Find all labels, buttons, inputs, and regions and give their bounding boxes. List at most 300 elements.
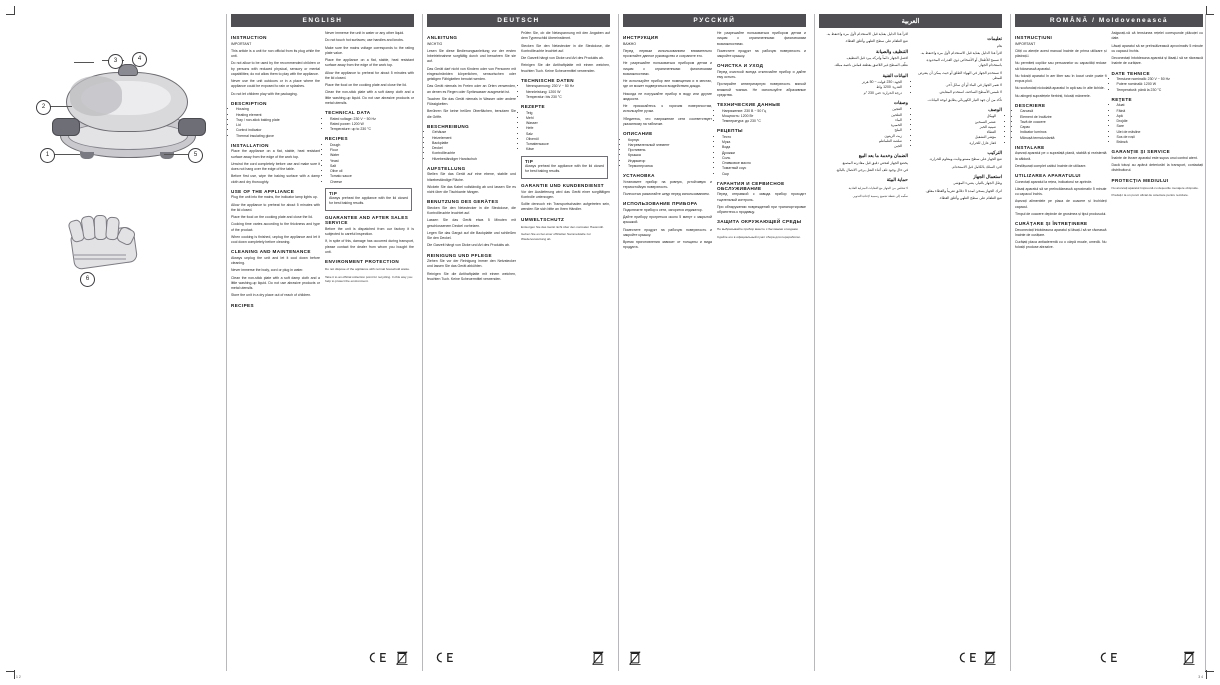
page-code-right: 3 4 (1198, 675, 1203, 679)
section-heading: REINIGUNG UND PFLEGE (427, 252, 492, 258)
body-text: Așezați alimentele pe placa de coacere și închideți capacul. (1015, 199, 1107, 209)
list-item: • Salt (330, 164, 414, 169)
list-item: • درجة الحرارة: حتى 230 °م (819, 91, 902, 96)
body-text: Clean the non-stick plate with a soft damp cloth and a little washing-up liquid. Do not use abrasive products or metal utensils. (325, 90, 414, 105)
list-item: • Противень (628, 148, 712, 153)
leader-line (54, 154, 80, 155)
language-heading-english: ENGLISH (231, 14, 414, 27)
column-russian (618, 14, 808, 671)
body-text: Entsorgen Sie das Gerät nicht über den normalen Hausmüll. (521, 224, 604, 229)
section-heading: RECIPES (231, 302, 254, 308)
parts-list (427, 130, 516, 162)
callout-1: 1 (40, 148, 55, 163)
section-heading: ИСПОЛЬЗОВАНИЕ ПРИБОРА (623, 201, 698, 207)
body-text: Nu folosiți aparatul în aer liber sau în locuri unde poate fi expus ploii. (1015, 73, 1107, 83)
body-text: Nu atingeți suprafețele fierbinți, folosiți mânerele. (1015, 93, 1091, 98)
list-item: • Backplatte (432, 141, 516, 146)
list-item: • العجين (819, 107, 902, 112)
crop-mark (1206, 6, 1207, 15)
list-item: • Temperatură: până la 230 °C (1117, 88, 1204, 93)
section-heading: CLEANING AND MAINTENANCE (231, 249, 311, 255)
body-text: Никогда не погружайте прибор в воду или другие жидкости. (623, 91, 712, 101)
body-text: افصل الجهاز دائماً واتركه يبرد قبل التنظيف. (845, 56, 908, 60)
list-item: • الخميرة (819, 123, 902, 128)
arabic-subcolumn-right (913, 32, 1002, 203)
thermal-glove-illustration (62, 212, 148, 268)
list-item: • Томатный соус (722, 166, 806, 171)
section-heading: ANLEITUNG (427, 35, 458, 40)
list-item: • Mănușă termoizolantă (1020, 136, 1107, 141)
body-text: Stecken Sie den Netzstecker in die Steckdose, die Kontrollleuchte leuchtet auf. (521, 43, 610, 53)
list-item: • Temperature: up to 230 °C (330, 127, 414, 132)
section-heading: الضمان وخدمة ما بعد البيع (858, 153, 908, 159)
list-item: • Indicator luminos (1020, 130, 1107, 135)
section-heading: DATE TEHNICE (1111, 70, 1150, 76)
section-heading: ГАРАНТИЯ И СЕРВИСНОЕ ОБСЛУЖИВАНИЕ (717, 180, 785, 191)
body-text: Store the unit in a dry place out of reach of children. (231, 293, 312, 298)
language-heading-deutsch: DEUTSCH (427, 14, 610, 27)
tip-box (325, 188, 412, 212)
recipe-list (819, 107, 908, 149)
technical-list (819, 80, 908, 96)
body-text: Stellen Sie das Gerät auf eine ebene, stabile und hitzebeständige Fläche. (427, 172, 516, 182)
section-heading: وصفات (893, 99, 908, 105)
section-heading: تعليمات (987, 36, 1002, 41)
foot-left (80, 152, 94, 159)
list-item: • عنصر التسخين (913, 120, 996, 125)
body-text: Сдайте его в официальный пункт сбора для переработки. (717, 234, 801, 239)
body-text: Curățați placa antiaderentă cu o cârpă moale, umedă. Nu folosiți produse abrazive. (1015, 240, 1107, 250)
body-text: اقرأ هذا الدليل بعناية قبل الاستخدام لأول مرة واحتفظ به. (920, 50, 1002, 55)
list-item: • Käse (526, 147, 610, 152)
list-item: • Tensiune nominală: 230 V ~ 50 Hz (1117, 77, 1204, 82)
section-heading: UMWELTSCHUTZ (521, 216, 565, 222)
body-text: Полностью размотайте шнур перед использованием. (623, 192, 710, 196)
body-text: Before the unit is dispatched from our factory it is subjected to careful inspection. (325, 226, 414, 236)
weee-bin-icon (396, 650, 408, 665)
arabic-subcolumn-left (819, 32, 908, 203)
list-item: • Cheese (330, 180, 414, 185)
body-text: Conectați aparatul la rețea, indicatorul se aprinde. (1015, 179, 1093, 184)
body-text: Allow the appliance to preheat for about 5 minutes with the lid closed. (231, 202, 320, 212)
list-item: • Напряжение: 230 В ~ 50 Гц (722, 109, 806, 114)
body-text: ضع الجهاز على سطح مستو وثابت ومقاوم للحرارة. (929, 157, 1002, 162)
section-heading: TECHNISCHE DATEN (521, 77, 575, 83)
list-item: • Sos de roșii (1117, 135, 1204, 140)
body-text: يخضع الجهاز لفحص دقيق قبل مغادرته المصنع. (841, 160, 908, 165)
body-text: Allow the appliance to preheat for about 5 minutes with the lid closed. (325, 70, 414, 80)
list-item: • Kontrollleuchte (432, 151, 516, 156)
section-heading: AUFSTELLUNG (427, 165, 466, 171)
section-heading: USE OF THE APPLIANCE (231, 188, 295, 194)
body-text: Lăsați aparatul să se preîncălzească aproximativ 5 minute cu capacul închis. (1111, 43, 1203, 53)
list-item: • Lid (236, 123, 320, 128)
body-text: IMPORTANT (1015, 41, 1036, 46)
parts-list (231, 107, 320, 139)
body-text: Vor der Auslieferung wird das Gerät einer sorgfältigen Kontrolle unterzogen. (521, 189, 610, 199)
body-text: This article is a unit for non official from its plug while the unit. (231, 48, 320, 58)
section-heading: ENVIRONMENT PROTECTION (325, 259, 400, 264)
section-heading: REȚETE (1111, 96, 1133, 102)
language-heading-arabic: العربية (819, 14, 1002, 28)
body-text: لا تسمح للأطفال أو الأشخاص ذوي القدرات المحدودة باستخدام الجهاز. (926, 58, 1002, 68)
list-item: • Tomatensauce (526, 142, 610, 147)
body-text: Timpul de coacere depinde de grosimea și tipul produsului. (1015, 211, 1107, 216)
list-item: • Control indicator (236, 128, 320, 133)
list-item: • Putere nominală: 1200 W (1117, 82, 1204, 87)
body-text: Reinigen Sie die Antihaftplatte mit einem weichen, feuchten Tuch. Keine Scheuermittel verwenden. (521, 63, 610, 73)
list-item: • Drojdie (1117, 119, 1204, 124)
technical-list (1112, 77, 1204, 93)
ce-mark-icon (366, 652, 388, 663)
section-heading: GARANȚIE ȘI SERVICE (1111, 149, 1171, 155)
list-item: • Element de încălzire (1020, 115, 1107, 120)
column-deutsch (422, 14, 612, 671)
body-text: При обнаружении повреждений при транспортировке обратитесь к продавцу. (717, 204, 806, 214)
parts-list (913, 114, 1002, 146)
recipe-list (325, 143, 414, 185)
list-item: • Tavă de coacere (1020, 120, 1107, 125)
body-text: Убедитесь, что напряжение сети соответствует указанному на табличке. (623, 116, 712, 126)
section-heading: INSTALLATION (231, 142, 269, 148)
tip-title: TIP (329, 190, 338, 196)
body-text: Citiți cu atenție acest manual înainte de prima utilizare și păstrați-l. (1015, 48, 1107, 58)
body-text: نظّف السطح غير اللاصق بقطعة قماش ناعمة مبللة. (834, 63, 908, 68)
list-item: • Hitzebeständiger Handschuh (432, 157, 516, 162)
body-text: Never use the unit outdoors or in a place where the appliance could be exposed to rain or splashes. (231, 79, 320, 89)
list-item: • Крышка (628, 153, 712, 158)
body-text: Berühren Sie keine heißen Oberflächen, benutzen Sie die Griffe. (427, 109, 516, 119)
section-heading: الوصف (988, 106, 1002, 112)
body-text: Place the food on the cooking plate and close the lid. (325, 83, 407, 87)
body-text: Desfășurați complet cablul înainte de utilizare. (1015, 163, 1087, 168)
body-text: Place the appliance on a flat, stable, heat resistant surface away from the edge of the work top. (325, 58, 414, 68)
body-text: Sollte dennoch ein Transportschaden aufgetreten sein, wenden Sie sich bitte an Ihren Händler. (521, 202, 610, 212)
list-item: • Дрожжи (722, 151, 806, 156)
section-heading: CURĂȚARE ȘI ÎNTREȚINERE (1015, 221, 1088, 226)
section-heading: ОПИСАНИЕ (623, 131, 653, 136)
section-heading: DESCRIERE (1015, 102, 1046, 108)
list-item: • Teig (526, 111, 610, 116)
body-text: Do not dispose of the appliance with normal household waste. (325, 267, 410, 272)
section-heading: UTILIZAREA APARATULUI (1015, 173, 1081, 178)
body-text: Never immerse the body, cord or plug in water. (231, 268, 304, 273)
crop-mark (1206, 670, 1207, 679)
list-item: • Făină (1117, 109, 1204, 114)
list-item: • Apă (1117, 114, 1204, 119)
body-text: Prüfen Sie, ob die Netzspannung mit den Angaben auf dem Typenschild übereinstimmt. (521, 31, 610, 41)
list-item: • Мощность: 1200 Вт (722, 114, 806, 119)
body-text: Время приготовления зависит от толщины и вида продукта. (623, 240, 712, 250)
handle-right (178, 118, 206, 136)
list-item: • Термоперчатка (628, 164, 712, 169)
list-item: • Heizelement (432, 136, 516, 141)
body-text: Plug the unit into the mains, the indicator lamp lights up. (231, 195, 318, 200)
body-text: Протирайте антипригарную поверхность мягкой влажной тканью. Не используйте абразивные средства. (717, 82, 806, 97)
list-item: • Оливковое масло (722, 161, 806, 166)
list-item: • Yeast (330, 159, 414, 164)
body-text: IMPORTANT (231, 41, 252, 46)
russian-subcolumn-left (623, 31, 712, 253)
body-text: افرد السلك بالكامل قبل الاستخدام. (951, 164, 1002, 169)
body-text: لا تلمس الأسطح الساخنة، استخدم المقابض. (938, 90, 1002, 95)
body-text: Das Gerät darf nicht von Kindern oder von Personen mit eingeschränkten körperlichen, sensorischen oder geistigen Fähigkeiten benutzt werden. (427, 66, 516, 81)
section-heading: ОЧИСТКА И УХОД (717, 63, 764, 69)
recipe-list (1112, 103, 1204, 145)
lid-shading (70, 76, 122, 116)
section-heading: REZEPTE (521, 104, 545, 109)
list-item: • Nennspannung: 230 V ~ 50 Hz (526, 84, 610, 89)
recipe-list (717, 135, 806, 177)
section-heading: INSTALARE (1015, 144, 1045, 150)
body-text: تأكد من أن جهد التيار الكهربائي يطابق لوحة البيانات. (927, 97, 1002, 102)
list-item: • مؤشر التشغيل (913, 135, 996, 140)
list-item: • Deckel (432, 146, 516, 151)
section-heading: INSTRUCȚIUNI (1015, 35, 1053, 40)
section-heading: حماية البيئة (886, 177, 908, 183)
body-text: Unwind the cord completely before use and make sure it does not hang over the edge of the table. (231, 161, 320, 171)
body-text: Не разрешайте пользоваться прибором детям и лицам с ограниченными физическими возможностями. (623, 61, 712, 76)
body-text: Перед первым использованием внимательно прочитайте данное руководство и сохраните его. (623, 48, 712, 58)
section-heading: ИНСТРУКЦИЯ (623, 35, 659, 40)
body-text: Înainte de livrare aparatul este supus unui control atent. (1111, 155, 1198, 160)
body-text: Clean the non-stick plate with a soft damp cloth and a little washing-up liquid. Do not use abrasive products or metal utensils. (231, 275, 320, 290)
technical-list (325, 117, 414, 133)
body-text: Nu scufundați niciodată aparatul în apă sau în alte lichide. (1015, 86, 1105, 91)
body-text: Do not touch hot surfaces; use handles and knobs. (325, 38, 404, 43)
list-item: • الماء (819, 118, 902, 123)
list-item: • Wasser (526, 121, 610, 126)
body-text: اترك الجهاز يسخن لمدة 5 دقائق تقريباً والغطاء مغلق. (925, 188, 1002, 193)
page-code-left: 1 2 (16, 675, 21, 679)
body-text: Do not let children play with the packaging. (231, 91, 298, 96)
body-text: Never immerse the unit in water or any other liquid. (325, 31, 405, 35)
list-item: • Тесто (722, 135, 806, 140)
list-item: • Tomato sauce (330, 174, 414, 179)
english-subcolumn-left (231, 31, 320, 310)
callout-2: 2 (36, 100, 51, 115)
list-item: • Water (330, 153, 414, 158)
body-text: ВАЖНО (623, 41, 637, 46)
body-text: Поместите продукт на рабочую поверхность и закройте крышку. (623, 227, 712, 237)
ce-mark-icon (433, 652, 455, 663)
body-text: Lăsați aparatul să se preîncălzească aproximativ 5 minute cu capacul închis. (1015, 186, 1107, 196)
list-item: • Sare (1117, 124, 1204, 129)
section-heading: التنظيف والصيانة (875, 48, 908, 54)
body-text: Always unplug the unit and let it cool down before cleaning. (231, 255, 320, 265)
section-heading: RECIPES (325, 136, 348, 142)
crop-mark (14, 670, 15, 679)
russian-subcolumn-right (717, 31, 806, 253)
list-item: • صلصة الطماطم (819, 139, 902, 144)
section-heading: BENUTZUNG DES GERÄTES (427, 199, 499, 205)
section-heading: استعمال الجهاز (973, 173, 1002, 179)
body-text: Asigurați-vă că tensiunea rețelei corespunde plăcuței cu date. (1111, 31, 1203, 41)
body-text: لا تغمر الجهاز في الماء أو أي سائل آخر. (945, 83, 1002, 87)
list-item: • Olivenöl (526, 137, 610, 142)
body-text: If, in spite of this, damage has occurred during transport, please contact the dealer from whom you bought the unit. (325, 239, 414, 254)
section-heading: BESCHREIBUNG (427, 123, 470, 129)
body-text: Nu aruncați aparatul împreună cu deșeurile menajere obișnuite. (1111, 185, 1199, 190)
body-text: Stecken Sie den Netzstecker in die Steckdose, die Kontrollleuchte leuchtet auf. (427, 205, 516, 215)
list-item: • Aluat (1117, 103, 1204, 108)
section-heading: УСТАНОВКА (623, 173, 655, 178)
list-item: • صينية الخبز (913, 125, 996, 130)
section-heading: GARANTIE UND KUNDENDIENST (521, 183, 604, 188)
body-text: Не используйте прибор вне помещения и в местах, где он может подвергаться воздействию дождя. (623, 79, 712, 89)
list-item: • Температура: до 230 °C (722, 119, 806, 124)
list-item: • الملح (819, 128, 902, 133)
body-text: Подключите прибор к сети, загорится индикатор. (623, 207, 703, 212)
recipe-list (521, 111, 610, 153)
body-text: Не выбрасывайте прибор вместе с бытовыми отходами. (717, 227, 799, 232)
body-text: When cooking is finished, unplug the appliance and let it cool down completely before cleaning. (231, 234, 320, 244)
list-item: • الجهد: 230 فولت ~ 50 هرتز (819, 80, 902, 85)
body-text: Установите прибор на ровную, устойчивую и термостойкую поверхность. (623, 179, 712, 189)
language-heading-romanian: ROMÂNĂ / Moldovenească (1015, 14, 1203, 27)
list-item: • زيت الزيتون (819, 134, 902, 139)
list-item: • Salz (526, 132, 610, 137)
list-item: • Flour (330, 148, 414, 153)
list-item: • الغطاء (913, 130, 996, 135)
parts-list (623, 138, 712, 170)
body-text: لا تتخلص من الجهاز مع النفايات المنزلية العادية. (847, 186, 908, 191)
illustration-column (14, 14, 222, 679)
deutsch-subcolumn-right (521, 31, 610, 284)
body-text: Не прикасайтесь к горячим поверхностям, используйте ручки. (623, 104, 712, 114)
body-text: Deconectați întotdeauna aparatul și lăsați-l să se răcească înainte de curățare. (1015, 227, 1107, 237)
section-heading: البيانات الفنية (882, 72, 908, 78)
section-heading: ЗАЩИТА ОКРУЖАЮЩЕЙ СРЕДЫ (717, 219, 802, 225)
list-item: • Нагревательный элемент (628, 143, 712, 148)
tip-title: TIP (525, 158, 534, 164)
list-item: • Сыр (722, 172, 806, 177)
body-text: Tauchen Sie das Gerät niemals in Wasser oder andere Flüssigkeiten. (427, 96, 516, 106)
body-text: Lesen Sie diese Bedienungsanleitung vor der ersten Inbetriebnahme sorgfältig durch und bewahren Sie sie auf. (427, 48, 516, 64)
list-item: • Nennleistung: 1200 W (526, 90, 610, 95)
list-item: • Housing (236, 107, 320, 112)
leader-line (74, 62, 94, 63)
section-heading: TECHNICAL DATA (325, 110, 371, 115)
body-text: Поместите продукт на рабочую поверхность и закройте крышку. (717, 48, 806, 58)
body-text: Make sure the mains voltage corresponds to the rating plate value. (325, 45, 414, 55)
list-item: • Mehl (526, 116, 610, 121)
body-text: Перед отправкой с завода прибор проходит тщательный контроль. (717, 192, 806, 202)
list-item: • Rated voltage: 230 V ~ 50 Hz (330, 117, 414, 122)
list-item: • الطحين (819, 113, 902, 118)
list-item: • Соль (722, 156, 806, 161)
body-text: وصّل الجهاز بالتيار، يضيء المؤشر. (952, 181, 1002, 186)
weee-bin-icon (1183, 650, 1195, 665)
body-text: Place the food on the cooking plate and close the lid. (231, 215, 313, 219)
body-text: Place the appliance on a flat, stable, heat resistant surface away from the edge of the work top. (231, 149, 320, 159)
ce-mark-icon (956, 652, 978, 663)
column-romanian (1010, 14, 1206, 679)
body-text: في حال وجود تلف أثناء النقل يرجى الاتصال بالبائع. (836, 168, 908, 172)
romanian-subcolumn-right (1112, 31, 1204, 253)
list-item: • Temperatur: bis 230 °C (526, 95, 610, 100)
section-heading: التركيب (987, 149, 1002, 155)
body-text: اقرأ هذا الدليل بعناية قبل الاستخدام لأول مرة واحتفظ به. (826, 32, 908, 36)
leader-line (164, 154, 188, 155)
body-text: هام (996, 43, 1002, 48)
body-text: Before first use, wipe the baking surface with a damp cloth and dry thoroughly. (231, 174, 320, 184)
body-text: Legen Sie das Gargut auf die Backplatte und schließen Sie den Deckel. (427, 230, 516, 240)
pizza-maker-diagram (58, 66, 198, 174)
column-english (226, 14, 416, 671)
ce-mark-icon (1097, 652, 1119, 663)
language-columns (226, 14, 1206, 679)
parts-list (1015, 109, 1107, 141)
body-text: Geben Sie es bei einer offiziellen Sammelstelle zur Wiederverwertung ab. (521, 232, 591, 241)
body-text: Das Gerät niemals im Freien oder an Orten verwenden, an denen es Regen oder Spritzwasser ausgesetzt ist. (427, 84, 516, 94)
list-item: • الهيكل (913, 114, 996, 119)
body-text: Перед очисткой всегда отключайте прибор и дайте ему остыть. (717, 69, 806, 79)
body-text: Lassen Sie das Gerät etwa 5 Minuten mit geschlossenem Deckel vorheizen. (427, 218, 516, 228)
body-text: Predați-l la un punct oficial de colectare pentru reciclare. (1111, 193, 1189, 198)
body-text: Reinigen Sie die Antihaftplatte mit einem weichen, feuchten Tuch. Keine Scheuermittel verwenden. (427, 271, 516, 281)
english-subcolumn-right (325, 31, 414, 310)
list-item: • Rated power: 1200 W (330, 122, 414, 127)
list-item: • Brânză (1117, 140, 1204, 145)
list-item: • Olive oil (330, 169, 414, 174)
tip-text: Always preheat the appliance with the lid closed for best baking results. (329, 195, 408, 205)
list-item: • Tray / non-stick baking plate (236, 118, 320, 123)
list-item: • Индикатор (628, 159, 712, 164)
weee-bin-icon (984, 650, 996, 665)
handle-left (52, 118, 80, 136)
body-text: Do not allow to be used by the recommended children or by persons with reduced physical, sensory or mental capabilities; do not allow them to play with the appliance. (231, 61, 320, 76)
body-text: Дайте прибору прогреться около 5 минут с закрытой крышкой. (623, 215, 712, 225)
list-item: • Корпус (628, 138, 712, 143)
list-item: • الجبن (819, 144, 902, 149)
list-item: • Heating element (236, 113, 320, 118)
list-item: • Dough (330, 143, 414, 148)
list-item: • Ulei de măsline (1117, 130, 1204, 135)
body-text: WICHTIG (427, 41, 443, 46)
tip-text: Always preheat the appliance with the lid closed for best baking results. (525, 163, 604, 173)
list-item: • Gehäuse (432, 130, 516, 135)
deutsch-subcolumn-left (427, 31, 516, 284)
body-text: Ziehen Sie vor der Reinigung immer den Netzstecker und lassen Sie das Gerät abkühlen. (427, 259, 516, 269)
body-text: Take it to an official collection point for recycling. In this way you help to protect the environment. (325, 274, 413, 284)
list-item: • Вода (722, 145, 806, 150)
weee-bin-icon (592, 650, 604, 665)
body-text: Nu permiteți copiilor sau persoanelor cu capacități reduse să folosească aparatul. (1015, 61, 1107, 71)
body-text: Deconectați întotdeauna aparatul și lăsați-l să se răcească înainte de curățare. (1111, 56, 1203, 66)
weee-bin-icon (629, 650, 641, 665)
list-item: • Capac (1020, 125, 1107, 130)
body-text: Așezați aparatul pe o suprafață plană, stabilă și rezistentă la căldură. (1015, 151, 1107, 161)
list-item: • Carcasă (1020, 109, 1107, 114)
body-text: Die Garzeit hängt von Dicke und Art des Produkts ab. (521, 56, 604, 60)
callout-5: 5 (188, 148, 203, 163)
column-arabic (814, 14, 1004, 671)
section-heading: GUARANTEE AND AFTER SALES SERVICE (325, 215, 409, 226)
body-text: ضع الطعام على سطح الطهي وأغلق الغطاء. (938, 195, 1002, 200)
body-text: Die Garzeit hängt von Dicke und Art des Produkts ab. (427, 243, 510, 248)
section-heading: ТЕХНИЧЕСКИЕ ДАННЫЕ (717, 102, 781, 107)
callout-6: 6 (80, 272, 95, 287)
section-heading: РЕЦЕПТЫ (717, 128, 743, 134)
section-heading: INSTRUCTION (231, 35, 267, 40)
list-item: • قفاز عازل للحرارة (913, 141, 996, 146)
tip-box (521, 156, 608, 180)
body-text: Wickeln Sie das Kabel vollständig ab und lassen Sie es nicht über die Tischkante hängen. (427, 184, 516, 194)
body-text: Dacă totuși au apărut deteriorări la transport, contactați distribuitorul. (1111, 163, 1203, 173)
leader-line (50, 106, 72, 107)
list-item: • Мука (722, 140, 806, 145)
